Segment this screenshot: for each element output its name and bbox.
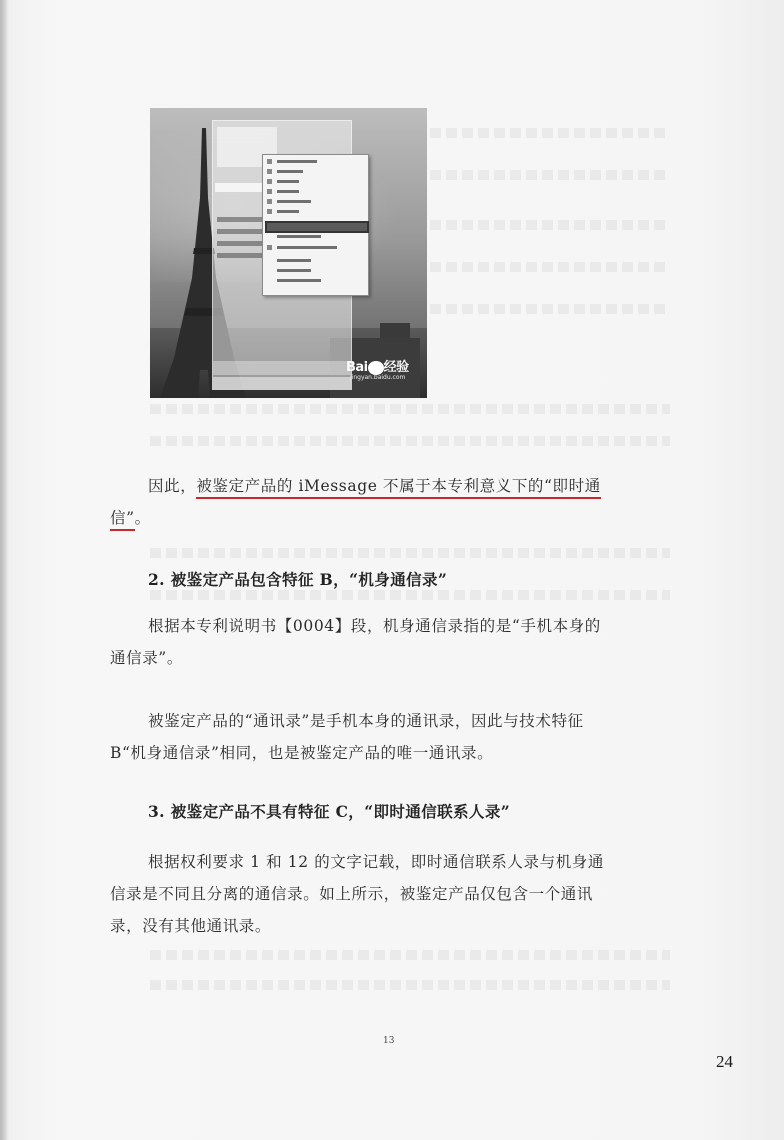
- menu-item: [277, 180, 299, 183]
- qq-group-row: [217, 241, 263, 246]
- paragraph-feature-b-definition: [110, 610, 670, 674]
- paragraph-feature-b-comparison: [110, 705, 670, 769]
- menu-item: [277, 269, 311, 272]
- inner-page-number: 13: [383, 1036, 395, 1046]
- qq-group-row: [217, 229, 263, 234]
- menu-item-icon: [267, 159, 272, 164]
- menu-item-highlighted: [265, 221, 369, 233]
- bleed-through-line: [430, 220, 670, 230]
- menu-item: [277, 200, 311, 203]
- qq-screenshot-figure: [150, 108, 427, 398]
- paragraph-text: 根据权利要求 1 和 12 的文字记载，即时通信联系人录与机身通: [148, 853, 604, 871]
- menu-item: [277, 235, 321, 238]
- bleed-through-line: [430, 170, 670, 180]
- paragraph-text: 。: [134, 509, 151, 527]
- qq-bottom-toolbar: [213, 377, 351, 389]
- menu-item: [277, 160, 317, 163]
- paragraph-text: 录，没有其他通讯录。: [110, 917, 272, 935]
- section-heading-feature-c: 3. 被鉴定产品不具有特征 C，“即时通信联系人录”: [148, 802, 511, 821]
- menu-item-icon: [267, 209, 272, 214]
- watermark-text: Bai: [346, 360, 368, 375]
- bleed-through-line: [150, 404, 670, 414]
- paragraph-text: B“机身通信录”相同，也是被鉴定产品的唯一通讯录。: [110, 744, 494, 762]
- context-menu: [262, 154, 369, 296]
- menu-item-icon: [267, 245, 272, 250]
- binding-shadow: [0, 0, 8, 1140]
- bleed-through-line: [430, 304, 670, 314]
- paragraph-text: 因此，: [148, 477, 197, 495]
- menu-item: [277, 279, 321, 282]
- paragraph-text: 根据本专利说明书【0004】段，机身通信录指的是“手机本身的: [148, 617, 601, 635]
- qq-group-row: [217, 217, 263, 222]
- qq-app-toolbar: [213, 361, 351, 375]
- bleed-through-line: [150, 436, 670, 446]
- menu-item: [277, 190, 299, 193]
- bleed-through-line: [150, 950, 670, 960]
- bleed-through-line: [150, 548, 670, 558]
- watermark-text-2: 经验: [383, 360, 409, 375]
- bleed-through-line: [430, 262, 670, 272]
- paragraph-text: 被鉴定产品的“通讯录”是手机本身的通讯录，因此与技术特征: [148, 712, 584, 730]
- menu-item: [277, 210, 299, 213]
- bleed-through-line: [430, 128, 670, 138]
- qq-group-row: [217, 253, 263, 258]
- menu-item-icon: [267, 169, 272, 174]
- bleed-through-line: [150, 590, 670, 600]
- menu-item: [277, 170, 303, 173]
- menu-item-icon: [267, 179, 272, 184]
- menu-item-icon: [267, 199, 272, 204]
- paragraph-feature-c-analysis: [110, 846, 670, 942]
- underlined-text: 信”: [110, 509, 135, 531]
- paragraph-text: 信录是不同且分离的通信录。如上所示，被鉴定产品仅包含一个通讯: [110, 885, 594, 903]
- baidu-paw-icon: [368, 361, 384, 375]
- menu-item: [277, 259, 311, 262]
- menu-item-icon: [267, 189, 272, 194]
- menu-item: [277, 246, 337, 249]
- watermark-url: jingyan.baidu.com: [350, 374, 406, 381]
- outer-page-number: 24: [716, 1052, 733, 1071]
- underlined-text: 被鉴定产品的 iMessage 不属于本专利意义下的“即时通: [196, 477, 601, 499]
- paragraph-conclusion: [110, 470, 670, 534]
- paragraph-text: 通信录”。: [110, 649, 183, 667]
- section-heading-feature-b: 2. 被鉴定产品包含特征 B，“机身通信录”: [148, 570, 448, 589]
- bleed-through-line: [150, 980, 670, 990]
